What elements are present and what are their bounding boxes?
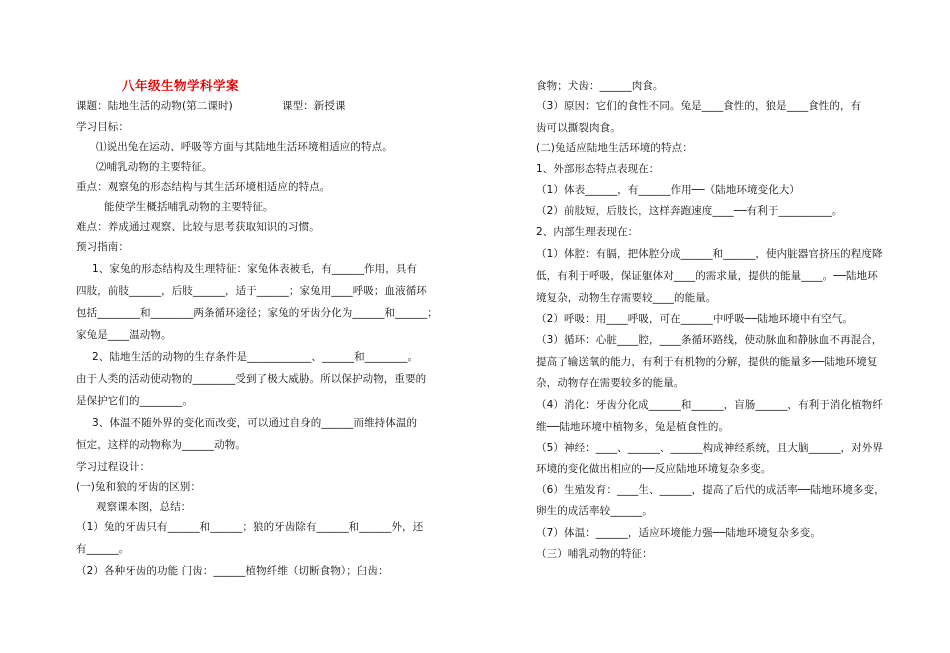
- text-line: （三）哺乳动物的特征：: [536, 548, 653, 560]
- text-line: 1、外部形态特点表现在：: [536, 163, 660, 175]
- text-line: （2）各种牙齿的功能 门齿：______植物纤维（切断食物）；臼齿：: [76, 565, 389, 577]
- lesson-type: 课型：新授课: [282, 100, 346, 112]
- text-line: 学习目标：: [76, 121, 129, 133]
- text-line: 维──陆地环境中植物多，兔是植食性的。: [536, 421, 730, 433]
- text-line: （7）体温：______，适应环境能力强──陆地环境复杂多变。: [536, 527, 821, 539]
- text-line: （3）循环：心脏____腔，____条循环路线，使动脉血和静脉血不再混合，: [536, 334, 883, 346]
- text-line: 观察课本图，总结：: [96, 501, 192, 513]
- text-line: 低，有利于呼吸，保证躯体对____的需求量，提供的能量____。──陆地环: [536, 270, 878, 282]
- text-line: （1）体表______，有______作用──（陆地环境变化大）: [536, 184, 801, 196]
- text-line: 恒定，这样的动物称为______动物。: [76, 439, 246, 451]
- text-line: 难点：养成通过观察、比较与思考获取知识的习惯。: [76, 221, 320, 233]
- text-line: （2）呼吸：用____呼吸，可在______中呼吸──陆地环境中有空气。: [536, 313, 853, 325]
- text-line: （1）体腔：有膈，把体腔分成______和______，使内脏器官挤压的程度降: [536, 248, 883, 260]
- text-line: 家兔是____温动物。: [76, 329, 172, 341]
- text-line: 1、家兔的形态结构及生理特征：家兔体表被毛，有______作用，具有: [92, 263, 418, 275]
- text-line: 杂，动物存在需要较多的能量。: [536, 377, 685, 389]
- text-line: 学习过程设计：: [76, 461, 151, 473]
- text-line: 重点：观察兔的形态结构与其生活环境相适应的特点。: [76, 181, 331, 193]
- text-line: 卵生的成活率较______。: [536, 505, 653, 517]
- text-line: ⑵哺乳动物的主要特征。: [96, 161, 213, 173]
- text-line: 能使学生概括哺乳动物的主要特征。: [104, 201, 274, 213]
- text-line: 提高了输送氧的能力，有利于有机物的分解，提供的能量多──陆地环境复: [536, 356, 878, 368]
- text-line: 2、内部生理表现在：: [536, 226, 639, 238]
- text-line: 齿可以撕裂肉食。: [536, 122, 621, 134]
- text-line: （2）前肢短，后肢长，这样奔跑速度____──有利于__________。: [536, 205, 843, 217]
- text-line: （5）神经：____、______、______构成神经系统，且大脑______，对外界: [536, 442, 884, 454]
- text-line: （3）原因：它们的食性不同。兔是____食性的，狼是____食性的，有: [536, 100, 862, 112]
- text-line: 有______。: [76, 543, 130, 555]
- text-line: 包括________和________两条循环途径；家兔的牙齿分化为______和______；: [76, 307, 438, 319]
- text-line: 2、陆地生活的动物的生存条件是____________、______和________。: [92, 351, 419, 363]
- text-line: 四肢，前肢______，后肢______，适于______；家兔用____呼吸；血液循环: [76, 285, 427, 297]
- text-line: ⑴说出兔在运动、呼吸等方面与其陆地生活环境相适应的特点。: [96, 141, 393, 153]
- text-line: （4）消化：牙齿分化成______和______，盲肠______，有利于消化植物纤: [536, 399, 883, 411]
- text-line: (二)兔适应陆地生活环境的特点：: [536, 142, 693, 154]
- lesson-topic: 课题：陆地生活的动物(第二课时): [76, 100, 233, 112]
- text-line: 3、体温不随外界的变化而改变，可以通过自身的______而维持体温的: [92, 417, 418, 429]
- text-line: （1）兔的牙齿只有______和______；狼的牙齿除有______和______外，还: [76, 521, 424, 533]
- text-line: (一)兔和狼的牙齿的区别：: [76, 481, 201, 493]
- text-line: 食物；犬齿：______肉食。: [536, 80, 664, 92]
- text-line: 境复杂，动物生存需要较____的能量。: [536, 292, 717, 304]
- text-line: 预习指南：: [76, 241, 129, 253]
- text-line: 环境的变化做出相应的──反应陆地环境复杂多变。: [536, 463, 772, 475]
- page-title: 八年级生物学科学案: [122, 78, 240, 93]
- text-line: （6）生殖发育：____生、______，提高了后代的成活率──陆地环境多变，: [536, 484, 885, 496]
- text-line: 由于人类的活动使动物的________受到了极大威胁。所以保护动物，重要的: [76, 373, 427, 385]
- text-line: 是保护它们的________。: [76, 395, 193, 407]
